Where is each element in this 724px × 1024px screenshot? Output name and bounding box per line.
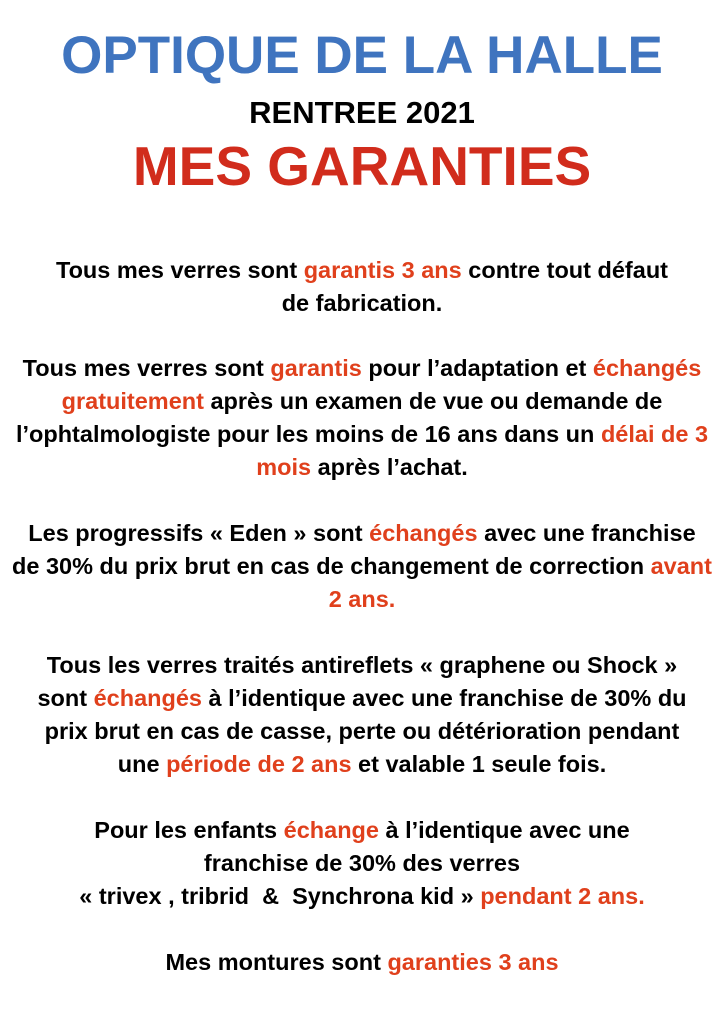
highlighted-text: échange xyxy=(283,817,379,843)
paragraph-adaptation-guarantee xyxy=(12,352,715,484)
body-text: « trivex , tribrid & Synchrona kid » xyxy=(79,883,481,909)
body-text: à l’identique avec une franchise de 30% du prix brut en cas de casse, perte ou détérioration pendant une xyxy=(44,685,694,777)
highlighted-text: pendant 2 ans. xyxy=(480,883,645,909)
paragraph-lens-defect-guarantee xyxy=(42,254,682,320)
highlighted-text: délai de 3 mois xyxy=(256,421,715,480)
body-text: avec une franchise de 30% du prix brut en cas de changement de correction xyxy=(12,520,703,579)
body-text: Pour les enfants xyxy=(94,817,284,843)
body-text: et valable 1 seule fois. xyxy=(351,751,607,777)
body-text: contre tout défaut de fabrication. xyxy=(281,257,675,316)
body-text: Les progressifs « Eden » sont xyxy=(28,520,370,546)
highlighted-text: garantis 3 ans xyxy=(303,257,462,283)
paragraph-children-exchange xyxy=(42,814,682,913)
paragraph-antireflective-exchange xyxy=(22,649,702,781)
paragraph-progressive-exchange xyxy=(12,517,719,616)
body-text: Tous les verres traités antireflets « graphene ou Shock » sont xyxy=(37,652,684,711)
guarantees-heading: MES GARANTIES xyxy=(132,135,592,197)
body-text: Tous mes verres sont xyxy=(55,257,304,283)
highlighted-text: échangés xyxy=(369,520,478,546)
body-text: après un examen de vue ou demande de l’ophtalmologiste pour les moins de 16 ans dans un xyxy=(15,388,669,447)
highlighted-text: échangés xyxy=(93,685,203,711)
body-text: après l’achat. xyxy=(311,454,468,480)
body-text: Tous mes verres sont xyxy=(22,355,271,381)
season-subtitle: RENTREE 2021 xyxy=(249,95,475,130)
highlighted-text: échangés gratuitement xyxy=(61,355,708,414)
body-text: à l’identique avec une franchise de 30% des verres xyxy=(203,817,637,876)
highlighted-text: garanties 3 ans xyxy=(387,949,559,975)
highlighted-text: garantis xyxy=(270,355,362,381)
body-text: Mes montures sont xyxy=(165,949,388,975)
body-text: pour l’adaptation et xyxy=(361,355,593,381)
highlighted-text: avant 2 ans. xyxy=(328,553,719,612)
store-title: OPTIQUE DE LA HALLE xyxy=(61,26,663,85)
paragraph-frames-guarantee xyxy=(42,946,682,979)
highlighted-text: période de 2 ans xyxy=(166,751,352,777)
